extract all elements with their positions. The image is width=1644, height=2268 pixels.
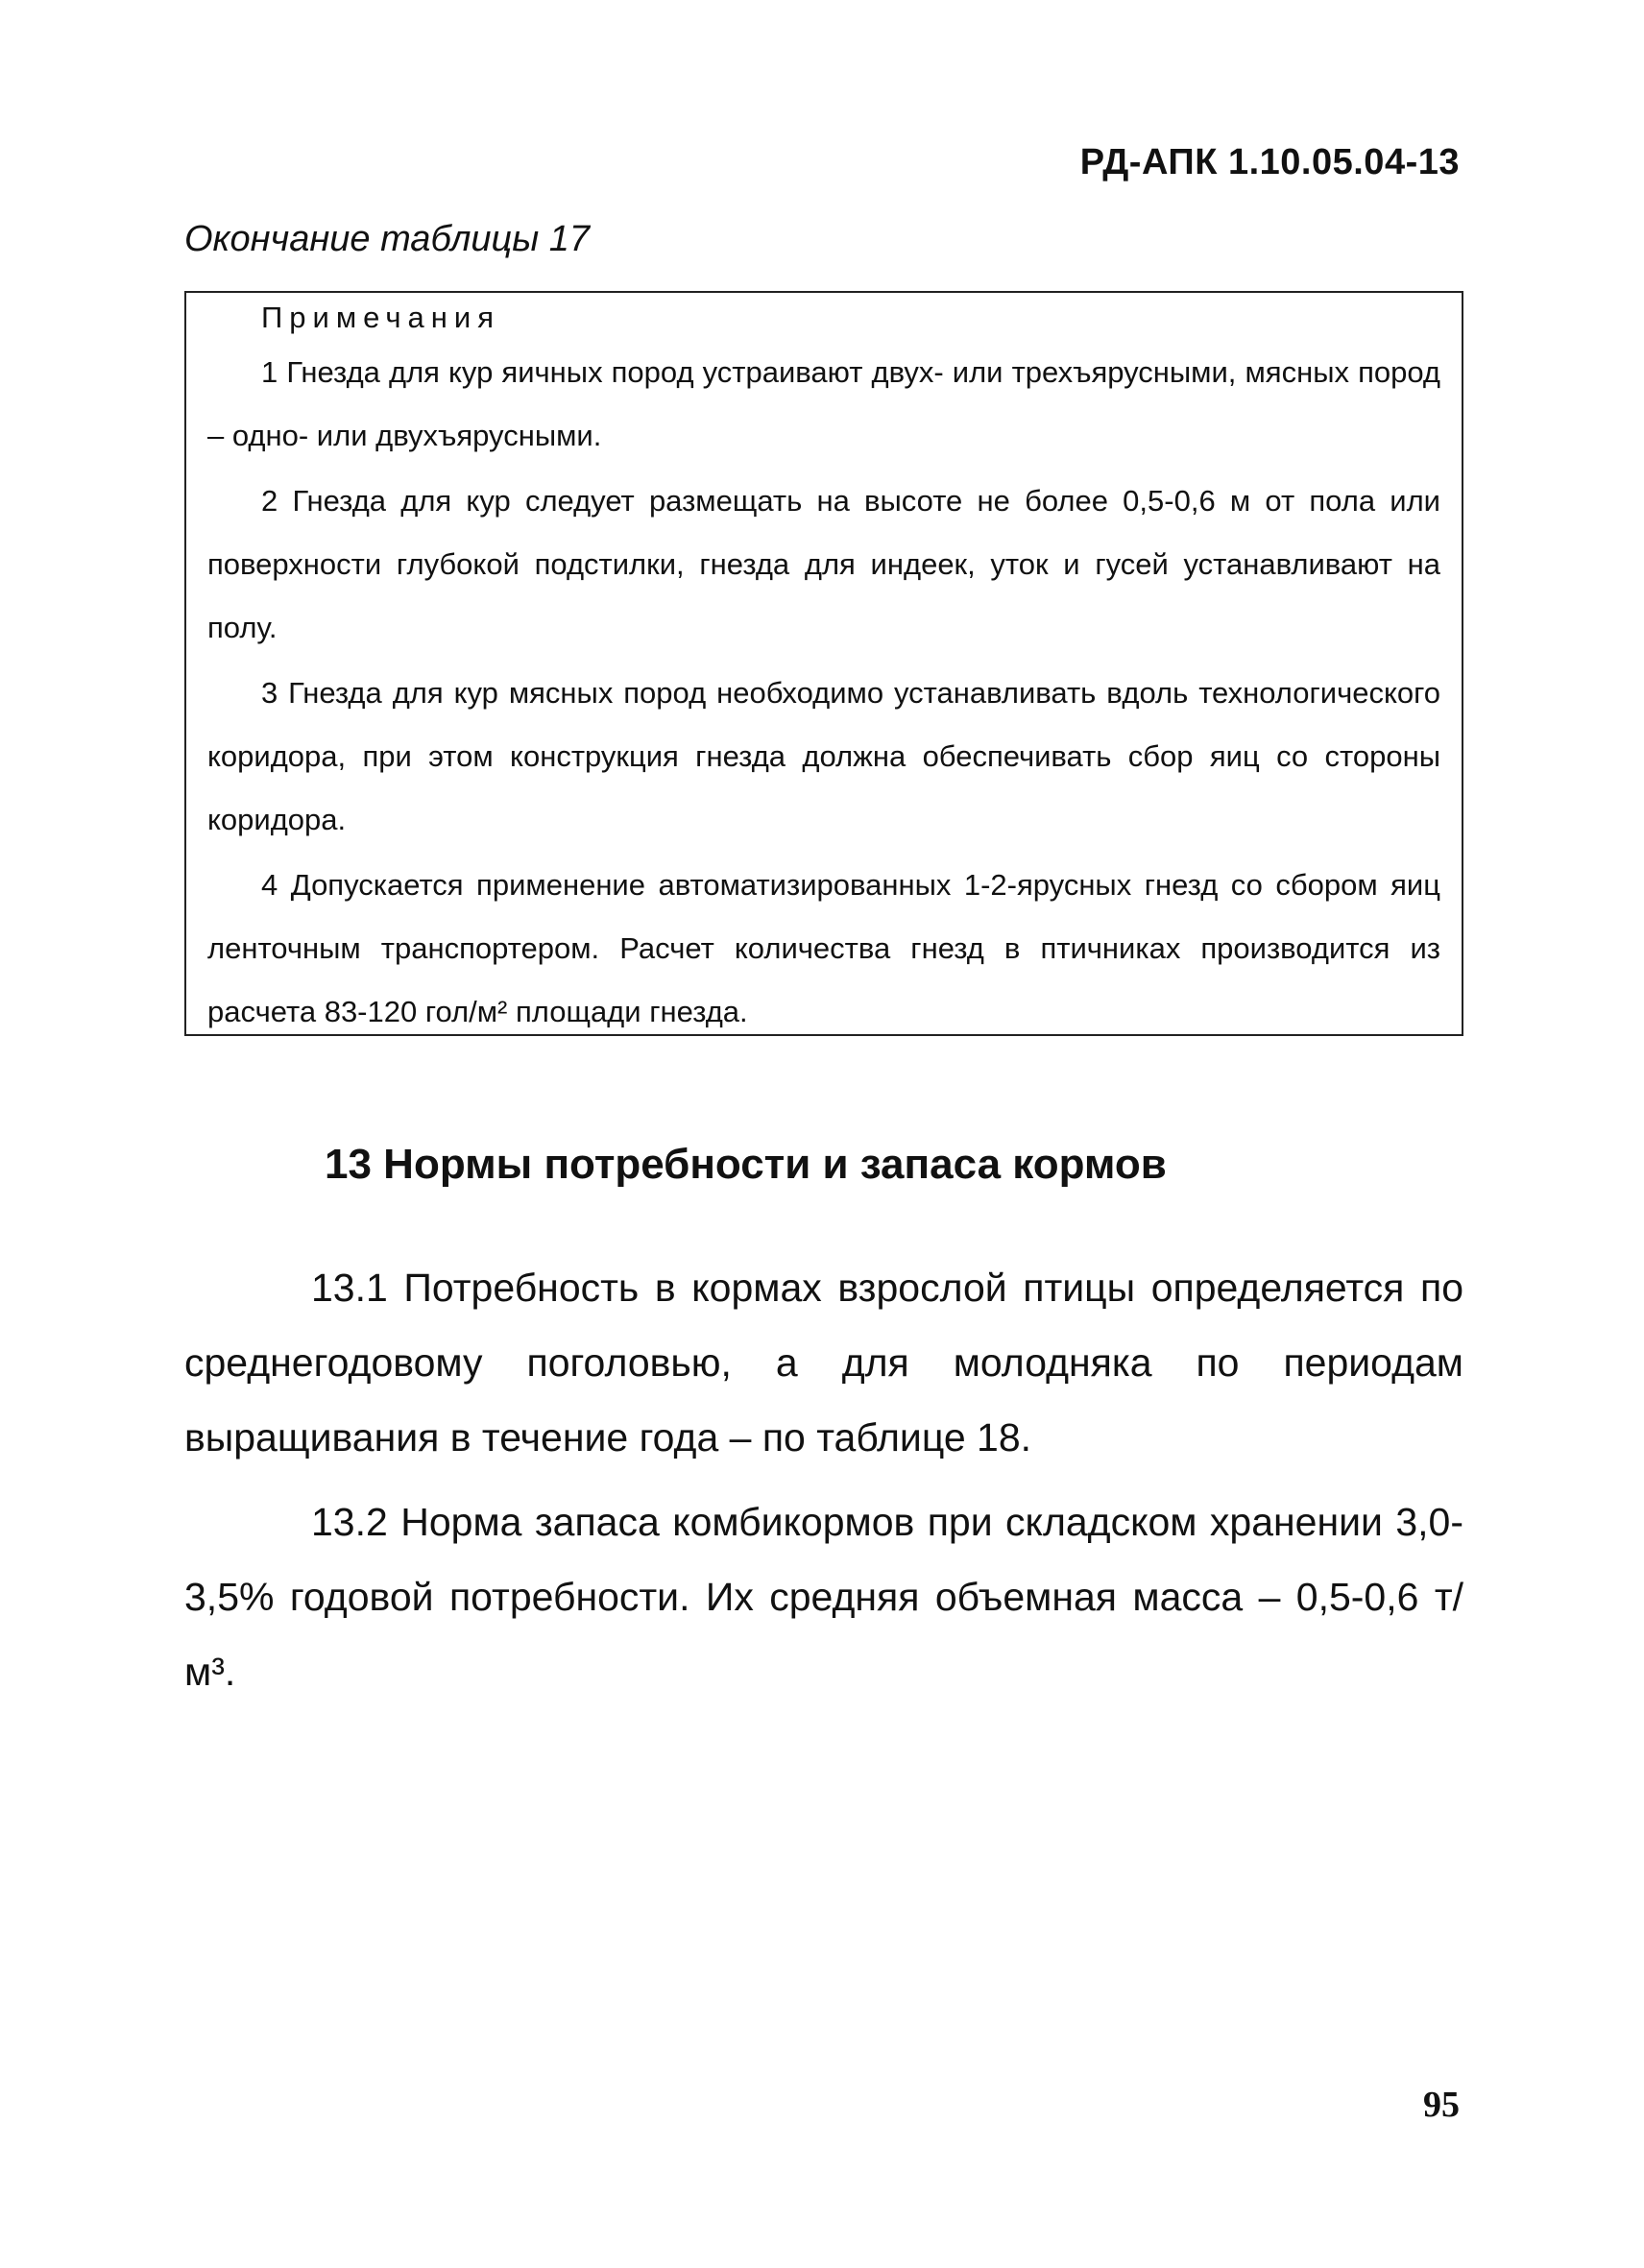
note-2: 2 Гнезда для кур следует размещать на высоте не более 0,5-0,6 м от пола или поверхности глубокой подстилки, гнезда для индеек, уток и гусей устанавливают на полу.	[207, 484, 1440, 644]
notes-table-cell	[184, 291, 1463, 1036]
paragraph-13-1: 13.1 Потребность в кормах взрослой птицы определяется по среднегодовому поголовью, а для молодняка по периодам выращивания в течение года – по таблице 18.	[184, 1266, 1463, 1460]
paragraph-13-2: 13.2 Норма запаса комбикормов при складском хранении 3,0-3,5% годовой потребности. Их средняя объемная масса – 0,5-0,6 т/м³.	[184, 1500, 1463, 1694]
note-3: 3 Гнезда для кур мясных пород необходимо устанавливать вдоль технологического коридора, при этом конструкция гнезда должна обеспечивать сбор яиц со стороны коридора.	[207, 676, 1440, 836]
table-caption: Окончание таблицы 17	[184, 219, 591, 259]
document-code: РД-АПК 1.10.05.04-13	[1079, 142, 1460, 182]
notes-heading: Примечания	[261, 301, 500, 334]
section-heading: 13 Нормы потребности и запаса кормов	[325, 1141, 1167, 1188]
note-1: 1 Гнезда для кур яичных пород устраивают двух- или трехъярусными, мясных пород – одно- или двухъярусными.	[207, 355, 1440, 452]
page-number: 95	[1423, 2085, 1460, 2125]
note-4: 4 Допускается применение автоматизированных 1-2-ярусных гнезд со сбором яиц ленточным транспортером. Расчет количества гнезд в птичниках производится из расчета 83-120 гол/м² площади гнезда.	[207, 868, 1440, 1028]
